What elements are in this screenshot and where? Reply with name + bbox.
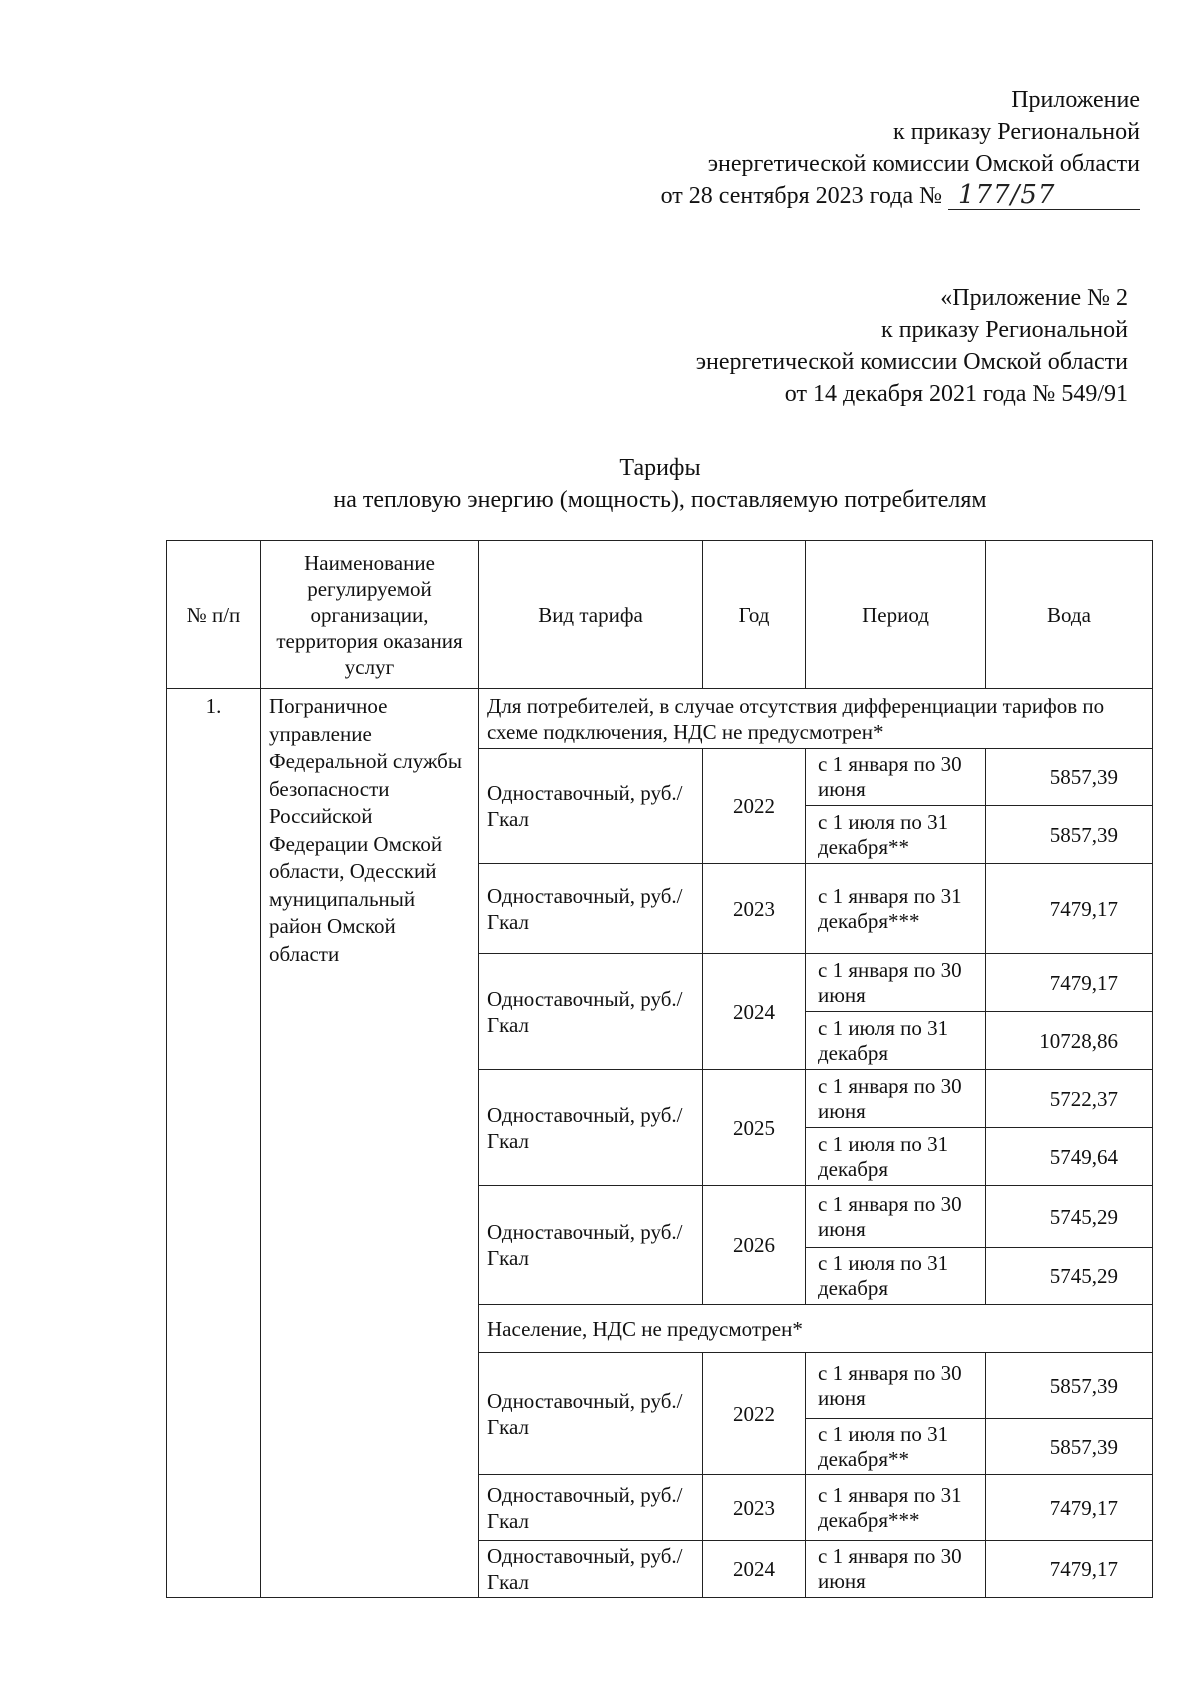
tariff-period: с 1 января по 30 июня: [806, 1353, 986, 1419]
handwritten-order-number: 177/57: [948, 181, 1140, 210]
tariff-period: с 1 января по 30 июня: [806, 1070, 986, 1128]
header-num: № п/п: [167, 541, 261, 689]
row-number: 1.: [167, 689, 261, 1598]
tariffs-table: [166, 540, 1153, 1598]
table-header-row: [167, 541, 1153, 689]
tariff-value: 5857,39: [986, 806, 1153, 864]
tariff-period: с 1 января по 30 июня: [806, 1541, 986, 1598]
tariff-value: 7479,17: [986, 1541, 1153, 1598]
prior-appendix-line4: от 14 декабря 2021 года № 549/91: [784, 381, 1128, 407]
tariff-year: 2025: [703, 1070, 806, 1186]
prior-appendix-line1: «Приложение № 2: [940, 285, 1128, 311]
appendix-header-line3: энергетической комиссии Омской области: [707, 151, 1140, 177]
header-kind: Вид тарифа: [479, 541, 703, 689]
tariff-period: с 1 июля по 31 декабря: [806, 1128, 986, 1186]
tariff-year: 2023: [703, 864, 806, 954]
tariff-kind: Одноставочный, руб./Гкал: [479, 1070, 703, 1186]
tariff-year: 2026: [703, 1186, 806, 1305]
organization-name: Пограничное управление Федеральной службы безопасности Российской Федерации Омской области, Одесский муниципальный район Омской области: [261, 689, 479, 1598]
tariff-kind: Одноставочный, руб./Гкал: [479, 1186, 703, 1305]
tariff-value: 10728,86: [986, 1012, 1153, 1070]
tariff-kind: Одноставочный, руб./Гкал: [479, 749, 703, 864]
section-category: Для потребителей, в случае отсутствия дифференциации тарифов по схеме подключения, НДС не предусмотрен*: [479, 689, 1153, 749]
prior-appendix-line3: энергетической комиссии Омской области: [695, 349, 1128, 375]
tariff-period: с 1 июля по 31 декабря: [806, 1012, 986, 1070]
tariff-kind: Одноставочный, руб./Гкал: [479, 1475, 703, 1541]
header-org: Наименование регулируемой организации, территория оказания услуг: [261, 541, 479, 689]
tariff-period: с 1 июля по 31 декабря**: [806, 806, 986, 864]
tariff-value: 5722,37: [986, 1070, 1153, 1128]
tariff-year: 2024: [703, 1541, 806, 1598]
title-line2: на тепловую энергию (мощность), поставляемую потребителям: [333, 487, 987, 513]
tariff-kind: Одноставочный, руб./Гкал: [479, 1353, 703, 1475]
tariff-period: с 1 января по 30 июня: [806, 954, 986, 1012]
tariff-value: 7479,17: [986, 864, 1153, 954]
tariff-kind: Одноставочный, руб./Гкал: [479, 864, 703, 954]
tariff-period: с 1 января по 30 июня: [806, 749, 986, 806]
document-title: [0, 452, 1200, 516]
tariff-kind: Одноставочный, руб./Гкал: [479, 954, 703, 1070]
appendix-date-text: от 28 сентября 2023 года №: [660, 183, 942, 209]
appendix-header-line2: к приказу Региональной: [893, 119, 1140, 145]
header-value: Вода: [986, 541, 1153, 689]
tariff-value: 5745,29: [986, 1248, 1153, 1305]
tariff-value: 5745,29: [986, 1186, 1153, 1248]
tariff-value: 7479,17: [986, 954, 1153, 1012]
tariff-value: 5857,39: [986, 1419, 1153, 1475]
tariff-year: 2022: [703, 1353, 806, 1475]
tariff-value: 5857,39: [986, 749, 1153, 806]
title-line1: Тарифы: [619, 455, 701, 481]
prior-appendix-line2: к приказу Региональной: [881, 317, 1128, 343]
prior-appendix-header: [696, 282, 1128, 410]
tariff-value: 7479,17: [986, 1475, 1153, 1541]
tariff-period: с 1 января по 31 декабря***: [806, 1475, 986, 1541]
tariff-period: с 1 июля по 31 декабря**: [806, 1419, 986, 1475]
tariff-period: с 1 января по 31 декабря***: [806, 864, 986, 954]
tariff-period: с 1 января по 30 июня: [806, 1186, 986, 1248]
section-category: Население, НДС не предусмотрен*: [479, 1305, 1153, 1353]
tariff-year: 2024: [703, 954, 806, 1070]
tariff-value: 5857,39: [986, 1353, 1153, 1419]
tariff-value: 5749,64: [986, 1128, 1153, 1186]
appendix-header-line4: [661, 180, 1140, 212]
header-period: Период: [806, 541, 986, 689]
appendix-header: [661, 84, 1140, 212]
tariff-period: с 1 июля по 31 декабря: [806, 1248, 986, 1305]
table-row: [167, 689, 1153, 749]
header-year: Год: [703, 541, 806, 689]
tariff-year: 2022: [703, 749, 806, 864]
appendix-header-line1: Приложение: [1011, 87, 1140, 113]
tariff-kind: Одноставочный, руб./Гкал: [479, 1541, 703, 1598]
tariff-year: 2023: [703, 1475, 806, 1541]
